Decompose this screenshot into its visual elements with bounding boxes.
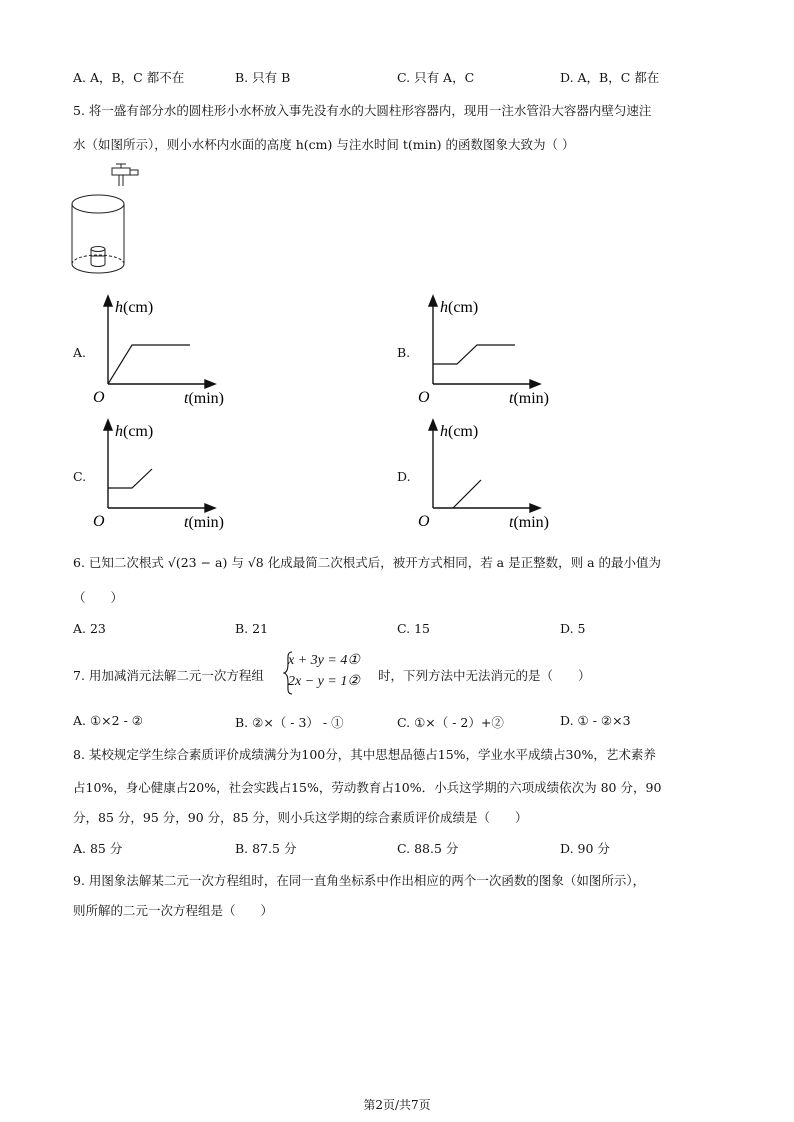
graph-d-xlabel: t(min) (509, 514, 549, 531)
graph-a-xlabel: t(min) (184, 390, 224, 407)
graph-c-ylabel: h(cm) (115, 423, 154, 440)
graph-b-curve (433, 345, 515, 364)
graph-c (88, 416, 248, 536)
graph-a-label: A. (73, 345, 87, 360)
q6-stem-line2: （ ） (73, 590, 124, 605)
q9-stem-line2: 则所解的二元一次方程组是（ ） (73, 903, 274, 918)
container-illustration (66, 160, 156, 280)
q6-option-a: A. 23 (73, 621, 106, 636)
graph-b (413, 292, 573, 412)
q6-option-c: C. 15 (397, 621, 430, 636)
graph-b-xlabel: t(min) (509, 390, 549, 407)
graph-d-ylabel: h(cm) (440, 423, 479, 440)
q7-option-b: B. ②×（ - 3） - ① (235, 715, 344, 730)
graph-c-xlabel: t(min) (184, 514, 224, 531)
q6-option-b: B. 21 (235, 621, 269, 636)
q8-option-d: D. 90 分 (560, 841, 610, 856)
graph-d-origin: O (418, 513, 430, 530)
graph-d-label: D. (397, 469, 411, 484)
q6-stem-line1: 6. 已知二次根式 √(23 − a) 与 √8 化成最简二次根式后，被开方式相同，若 a 是正整数，则 a 的最小值为 (73, 555, 662, 570)
q7-option-c: C. ①×（ - 2）+② (397, 715, 504, 730)
graph-b-label: B. (397, 345, 411, 360)
q9-stem-line1: 9. 用图象法解某二元一次方程组时，在同一直角坐标系中作出相应的两个一次函数的图象（如图所示）， (73, 873, 646, 888)
q4-option-d: D. A，B，C 都在 (560, 70, 660, 85)
q7-equation-2: 2x − y = 1② (288, 674, 360, 689)
q8-stem-line3: 分，85 分，95 分，90 分，85 分，则小兵这学期的综合素质评价成绩是（ ） (73, 810, 528, 825)
page-footer: 第2页/共7页 (363, 1098, 431, 1112)
q4-option-b: B. 只有 B (235, 70, 291, 85)
graph-a-origin: O (93, 389, 105, 406)
q7-equation-system (288, 652, 360, 690)
graph-a-ylabel: h(cm) (115, 299, 154, 316)
q7-stem-suffix: 时，下列方法中无法消元的是（ ） (378, 668, 591, 683)
graph-b-ylabel: h(cm) (440, 299, 479, 316)
q7-equation-1: x + 3y = 4① (288, 653, 360, 668)
q7-stem-prefix: 7. 用加减消元法解二元一次方程组 (73, 668, 264, 683)
q8-stem-line1: 8. 某校规定学生综合素质评价成绩满分为100分，其中思想品德占15%，学业水平成绩占30%，艺术素养 (73, 747, 656, 762)
graph-d (413, 416, 573, 536)
q6-option-d: D. 5 (560, 621, 586, 636)
q5-stem-line2: 水（如图所示），则小水杯内水面的高度 h(cm) 与注水时间 t(min) 的函数图象大致为（ ） (73, 137, 575, 152)
graph-c-curve (108, 469, 152, 488)
q4-option-a: A. A，B，C 都不在 (73, 70, 185, 85)
graph-a-curve (108, 345, 190, 384)
graph-d-curve (453, 480, 481, 508)
graph-c-origin: O (93, 513, 105, 530)
faucet-icon (112, 168, 130, 175)
q7-option-d: D. ① - ②×3 (560, 713, 631, 728)
q8-stem-line2: 占10%，身心健康占20%，社会实践占15%，劳动教育占10%．小兵这学期的六项成绩依次为 80 分，90 (73, 780, 662, 795)
q8-option-a: A. 85 分 (73, 841, 123, 856)
q5-stem-line1: 5. 将一盛有部分水的圆柱形小水杯放入事先没有水的大圆柱形容器内，现用一注水管沿大容器内壁匀速注 (73, 103, 652, 118)
graph-b-origin: O (418, 389, 430, 406)
q8-option-b: B. 87.5 分 (235, 841, 297, 856)
graph-a (88, 292, 248, 412)
q8-option-c: C. 88.5 分 (397, 841, 459, 856)
graph-c-label: C. (73, 469, 87, 484)
q4-option-c: C. 只有 A，C (397, 70, 475, 85)
q7-option-a: A. ①×2 - ② (73, 713, 143, 728)
